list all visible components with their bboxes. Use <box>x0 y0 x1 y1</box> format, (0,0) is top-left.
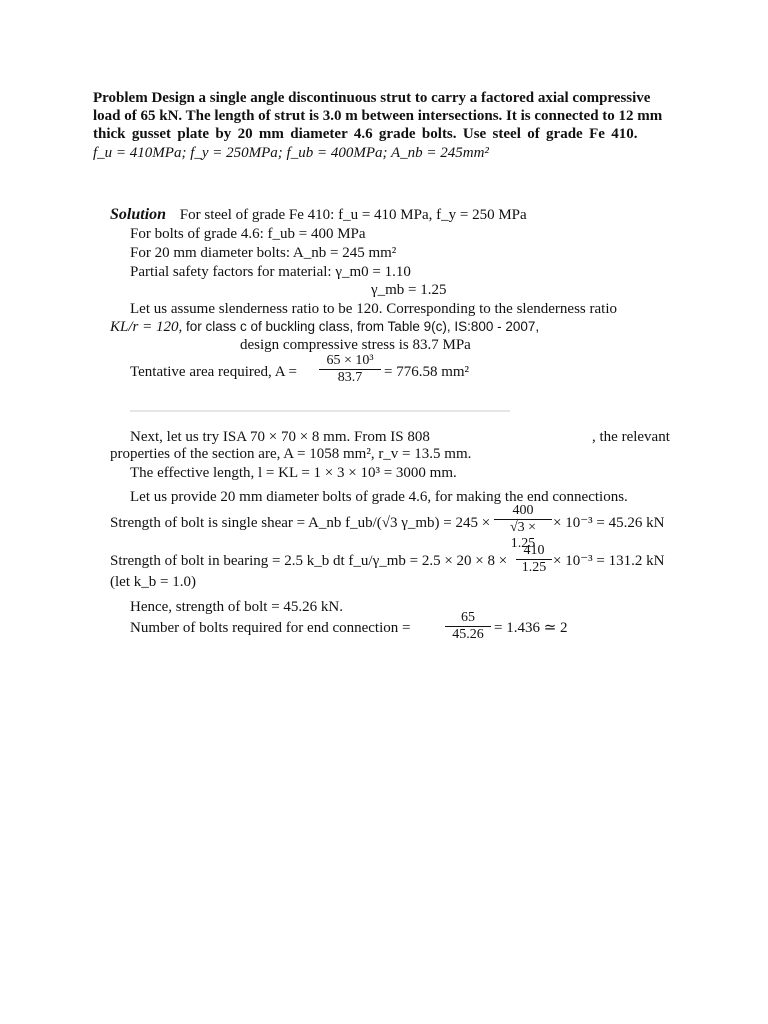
problem-line-2: load of 65 kN. The length of strut is 3.0 m between intersections. It is connected to 12 mm <box>93 108 663 124</box>
solution-line-2: For bolts of grade 4.6: f_ub = 400 MPa <box>130 226 366 242</box>
tentative-area-numerator: 65 × 10³ <box>319 353 381 370</box>
given-values-text: f_u = 410MPa; f_y = 250MPa; f_ub = 400MPa; A_nb = 245mm² <box>93 145 489 161</box>
number-of-bolts-label: Number of bolts required for end connection = <box>130 620 411 636</box>
buckling-class-note: for class c of buckling class, from Table 9(c), IS:800 - 2007, <box>185 319 540 334</box>
nbolts-numerator: 65 <box>445 610 491 627</box>
section-line-3: The effective length, l = KL = 1 × 3 × 10³ = 3000 mm. <box>130 465 457 481</box>
section-line-1b: , the relevant <box>592 429 670 445</box>
shear-numerator: 400 <box>494 503 552 520</box>
solution-line-7 <box>110 318 539 336</box>
solution-line-5: γ_mb = 1.25 <box>371 282 447 298</box>
problem-line-1: Problem Design a single angle discontinuous strut to carry a factored axial compressive <box>93 90 651 106</box>
tentative-area-denominator: 83.7 <box>337 370 363 385</box>
problem-line-3: thick gusset plate by 20 mm diameter 4.6 grade bolts. Use steel of grade Fe 410. <box>93 126 638 142</box>
scan-artifact <box>130 410 510 412</box>
solution-line-6: Let us assume slenderness ratio to be 120. Corresponding to the slenderness ratio <box>130 301 617 317</box>
shear-denominator: √3 × 1.25 <box>509 520 537 551</box>
solution-line-3: For 20 mm diameter bolts: A_nb = 245 mm² <box>130 245 397 261</box>
number-of-bolts-result: = 1.436 ≃ 2 <box>494 620 568 636</box>
bearing-numerator: 410 <box>516 543 552 560</box>
bearing-strength-fraction <box>516 543 552 576</box>
bearing-strength-result: × 10⁻³ = 131.2 kN <box>553 553 665 569</box>
tentative-area-label: Tentative area required, A = <box>130 364 297 380</box>
kl-r-ratio: KL/r = 120, <box>110 319 183 335</box>
hence-bolt-strength: Hence, strength of bolt = 45.26 kN. <box>130 599 344 615</box>
section-line-2: properties of the section are, A = 1058 mm², r_v = 13.5 mm. <box>110 446 472 462</box>
section-line-4: Let us provide 20 mm diameter bolts of grade 4.6, for making the end connections. <box>130 489 628 505</box>
problem-given-values <box>93 144 489 162</box>
shear-strength-label: Strength of bolt is single shear = A_nb f_ub/(√3 γ_mb) = 245 × <box>110 515 491 531</box>
tentative-area-fraction <box>319 353 381 386</box>
bearing-strength-label: Strength of bolt in bearing = 2.5 k_b dt f_u/γ_mb = 2.5 × 20 × 8 × <box>110 553 508 569</box>
solution-line-1 <box>110 206 527 224</box>
solution-heading: Solution <box>110 206 167 223</box>
bearing-denominator: 1.25 <box>521 560 547 575</box>
section-line-1a: Next, let us try ISA 70 × 70 × 8 mm. From IS 808 <box>130 429 430 445</box>
shear-strength-result: × 10⁻³ = 45.26 kN <box>553 515 665 531</box>
nbolts-denominator: 45.26 <box>452 627 484 642</box>
number-of-bolts-fraction <box>445 610 491 643</box>
solution-fe410: For steel of grade Fe 410: f_u = 410 MPa, f_y = 250 MPa <box>179 207 527 223</box>
solution-line-4: Partial safety factors for material: γ_m0 = 1.10 <box>130 264 411 280</box>
tentative-area-result: = 776.58 mm² <box>384 364 470 380</box>
solution-line-8: design compressive stress is 83.7 MPa <box>240 337 471 353</box>
kb-assumption: (let k_b = 1.0) <box>110 574 196 590</box>
